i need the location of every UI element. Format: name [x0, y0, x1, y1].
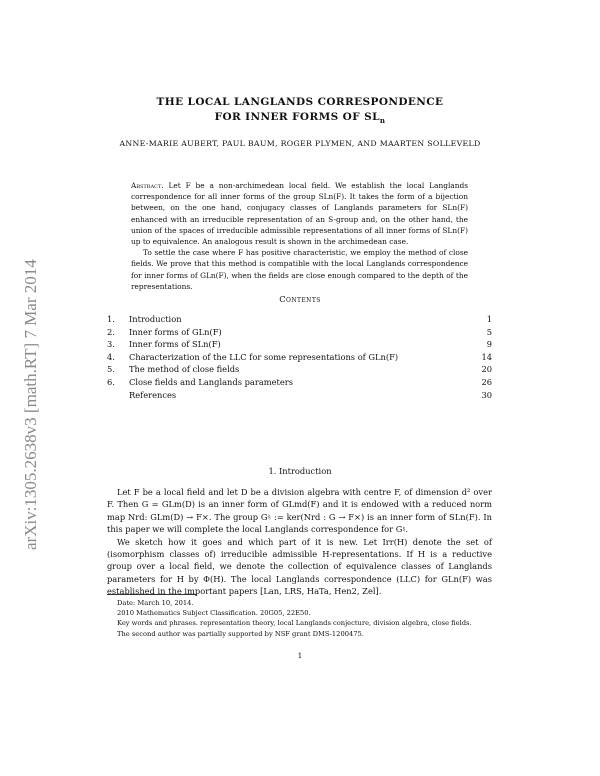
- toc-entry[interactable]: [107, 389, 492, 402]
- abstract-label: Abstract.: [131, 181, 164, 190]
- abstract-paragraph-2: To settle the case where F has positive characteristic, we employ the method of close fields. We prove that this method is compatible with the local Langlands correspondence for inner forms of GLn(F), when the fields are close enough compared to the depth of the representations.: [131, 248, 468, 291]
- toc-entry-number: 2.: [107, 326, 115, 337]
- toc-entry[interactable]: [107, 326, 492, 339]
- abstract: [131, 180, 468, 292]
- introduction-body: [107, 486, 492, 598]
- abstract-paragraph-1: Abstract. Let F be a non-archimedean local field. We establish the local Langlands correspondence for all inner forms of the group SLn(F). It takes the form of a bijection between, on the one hand, conjugacy classes of Langlands parameters for SLn(F) enhanced with an irreducible representation of an S-group and, on the other hand, the union of the spaces of irreducible admissible representations of all inner forms of SLn(F) up to equivalence. An analogous result is shown in the archimedean case.: [131, 181, 468, 247]
- toc-entry-number: 5.: [107, 364, 115, 375]
- toc-entry-page: 26: [481, 376, 492, 387]
- toc-entry-number: 1.: [107, 314, 115, 324]
- toc-entry-label: References: [129, 389, 177, 400]
- paper-title: [0, 95, 600, 128]
- intro-paragraph-1: Let F be a local field and let D be a division algebra with centre F, of dimension d² over F. Then G = GLm(D) is an inner form of GLmd(F) and it is endowed with a reduced norm map Nrd: GLm(D) → F×. The group G♮ := ker(Nrd : G → F×) is an inner form of SLn(F). In this paper we will complete the local Langlands correspondence for G♮.: [107, 487, 492, 535]
- toc-entry-label: The method of close fields: [129, 364, 240, 375]
- toc-entry-number: 4.: [107, 351, 115, 362]
- arxiv-identifier: arXiv:1305.2638v3 [math.RT] 7 Mar 2014: [21, 259, 40, 550]
- title-line-2: FOR INNER FORMS OF $SL_n$: [214, 111, 386, 126]
- table-of-contents: [107, 313, 492, 401]
- toc-entry-number: 6.: [107, 376, 115, 387]
- title-line-1: THE LOCAL LANGLANDS CORRESPONDENCE: [156, 96, 444, 108]
- toc-entry-page: 1: [486, 314, 492, 324]
- toc-entry-label: Inner forms of GLn(F): [129, 326, 222, 337]
- toc-entry-page: 9: [486, 339, 492, 350]
- toc-entry[interactable]: [107, 338, 492, 351]
- contents-heading: Contents: [279, 294, 321, 304]
- toc-entry[interactable]: [107, 351, 492, 364]
- intro-paragraph-2: We sketch how it goes and which part of it is new. Let Irr(H) denote the set of (isomorphism classes of) irreducible admissible H-representations. If H is a reductive group over a local field, we denote the collection of equivalence classes of Langlands parameters for H by Φ(H). The local Langlands correspondence (LLC) for GLn(F) was established in the important papers [Lan, LRS, HaTa, Hen2, Zel].: [107, 536, 492, 597]
- section-heading-introduction: 1. Introduction: [268, 466, 332, 476]
- author-list: ANNE-MARIE AUBERT, PAUL BAUM, ROGER PLYMEN, AND MAARTEN SOLLEVELD: [119, 139, 481, 148]
- toc-entry[interactable]: [107, 376, 492, 389]
- toc-entry-page: 20: [481, 364, 492, 375]
- footnote-support: The second author was partially supported by NSF grant DMS-1200475.: [117, 629, 364, 638]
- footnote-keywords: Key words and phrases. representation theory, local Langlands conjecture, division algebra, close fields.: [117, 619, 472, 628]
- toc-entry-label: Characterization of the LLC for some representations of GLn(F): [129, 351, 399, 362]
- page-number: 1: [297, 651, 303, 660]
- toc-entry[interactable]: [107, 363, 492, 376]
- footnote-msc: 2010 Mathematics Subject Classification. 20G05, 22E50.: [117, 609, 311, 618]
- footnote-rule: [107, 594, 197, 595]
- toc-entry-page: 30: [481, 389, 492, 400]
- arxiv-stamp: [6, 180, 40, 550]
- toc-entry-label: Introduction: [129, 314, 182, 324]
- toc-entry-label: Inner forms of SLn(F): [129, 339, 221, 350]
- footnote-date: Date: March 10, 2014.: [117, 599, 194, 607]
- toc-entry-number: 3.: [107, 339, 115, 350]
- toc-entry-page: 5: [486, 326, 492, 337]
- footnotes: [107, 598, 492, 639]
- toc-entry-label: Close fields and Langlands parameters: [129, 376, 294, 387]
- toc-entry-page: 14: [481, 351, 492, 362]
- toc-entry[interactable]: [107, 313, 492, 326]
